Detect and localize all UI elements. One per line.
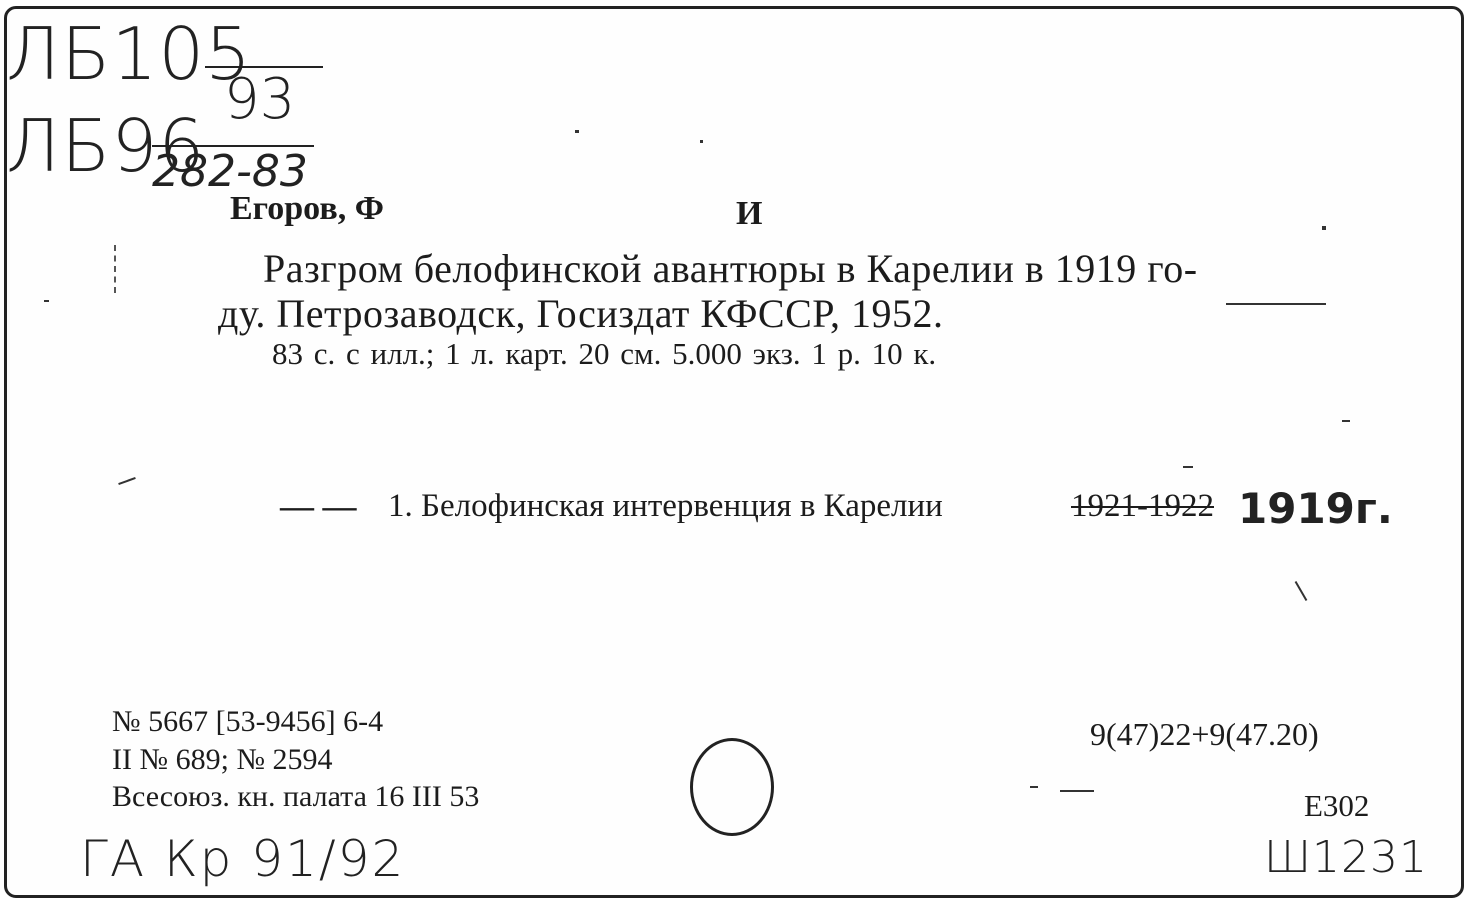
title-underline [1226,303,1326,305]
subject-handwritten-correction: 1919г. [1238,484,1393,533]
collation-line: 83 с. с илл.; 1 л. карт. 20 см. 5.000 экз. 1 р. 10 к. [272,336,937,371]
title-line-1: Разгром белофинской авантюры в Карелии в 1919 го- [263,246,1198,291]
card-series-line: II № 689; № 2594 [112,743,333,776]
speck [1030,786,1038,788]
call-number-first: ЛБ105 [6,12,252,96]
call-number-first-sub: 93 [224,67,296,132]
inventory-note: Ш1231 [1264,832,1428,883]
call-number-second: ЛБ96 [6,104,206,188]
subject-struck-dates: 1921-1922 [1071,488,1214,524]
chamber-line: Всесоюз. кн. палата 16 III 53 [112,780,480,813]
speck [575,130,579,133]
speck [1322,226,1326,230]
classification-index: 9(47)22+9(47.20) [1090,716,1319,752]
margin-mark [114,245,116,293]
author-name: Егоров, Ф [230,190,384,227]
speck [44,300,49,302]
speck [1342,420,1350,422]
speck [700,140,703,143]
call-number-second-sub: 282-83 [152,146,308,197]
title-line-2: ду. Петрозаводск, Госиздат КФССР, 1952. [218,291,944,336]
author-initial: И [736,195,763,232]
speck [1183,466,1193,468]
punch-hole-circle [690,738,774,836]
subject-dashes: — — [280,488,357,525]
card-number-line: № 5667 [53-9456] 6-4 [112,705,384,738]
archive-note: ГА Кр 91/92 [80,830,406,888]
speck [1060,790,1094,792]
subject-heading: 1. Белофинская интервенция в Карелии [388,488,943,524]
author-code: Е302 [1304,788,1370,823]
